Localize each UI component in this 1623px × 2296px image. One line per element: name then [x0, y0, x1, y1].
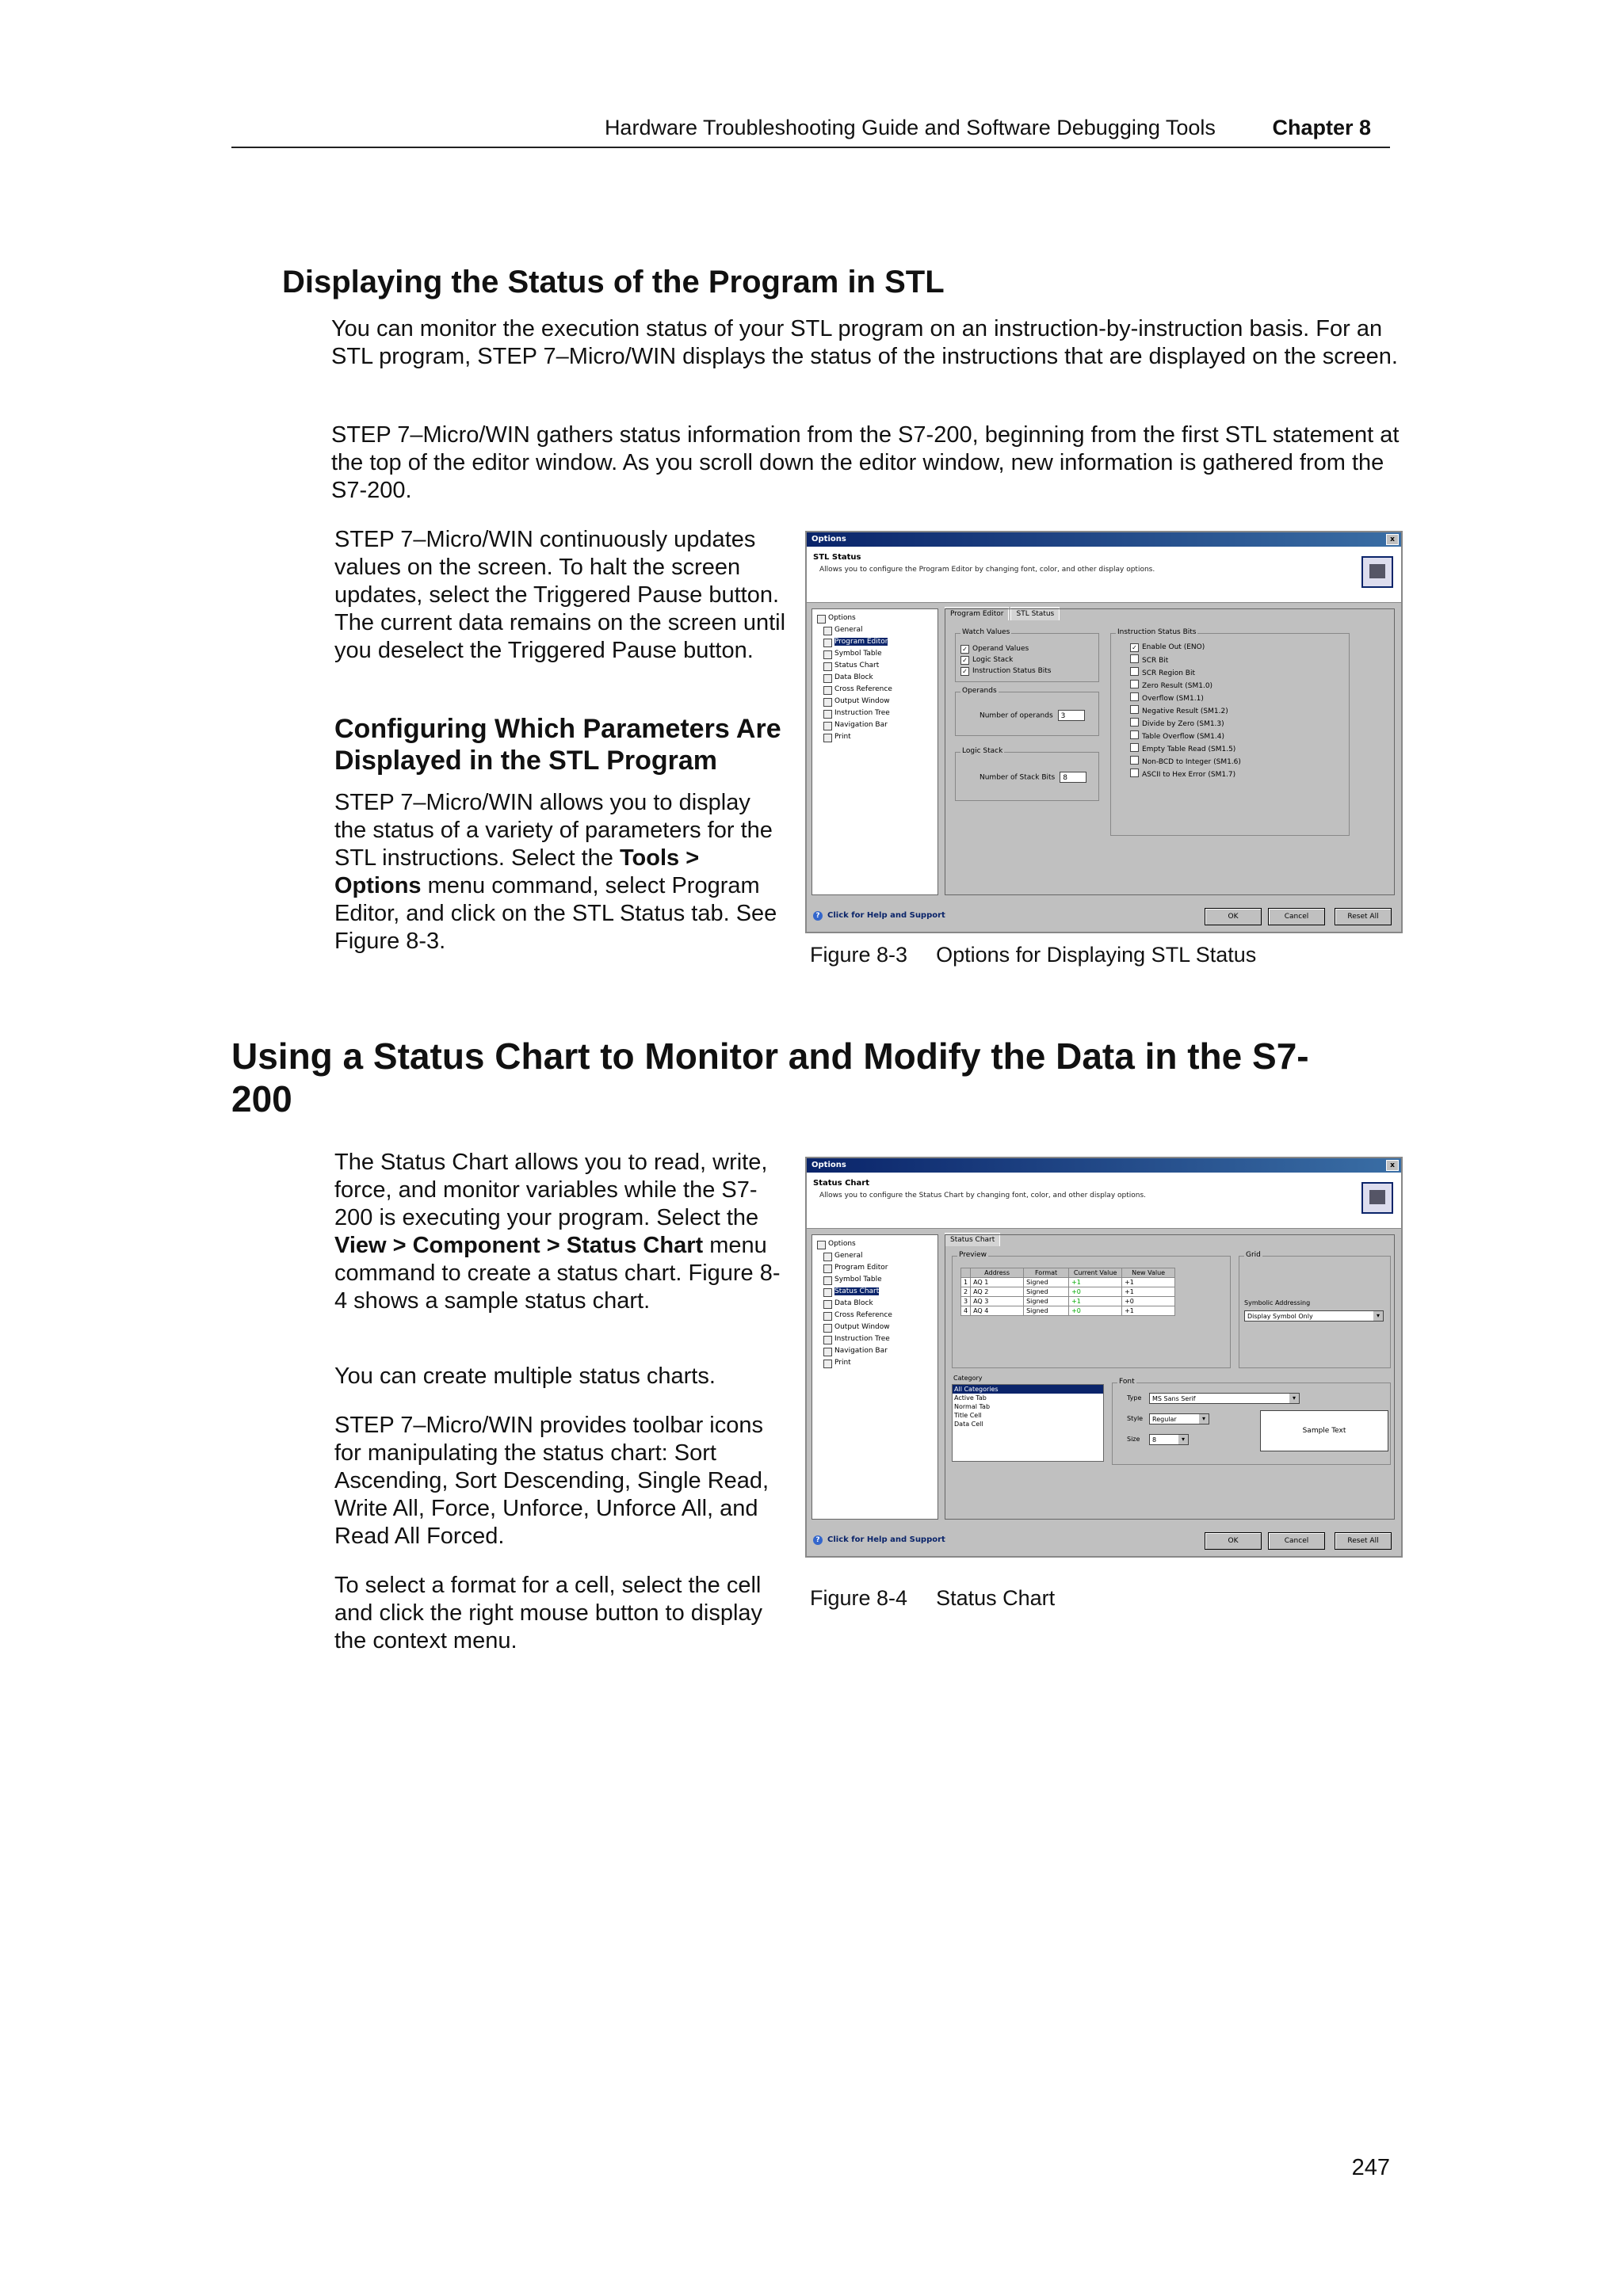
table-row[interactable]: 3 AQ 3 Signed +1 +0	[961, 1297, 1175, 1306]
stack-bits-stepper[interactable]: 8	[1060, 772, 1086, 783]
checkbox-logic-stack[interactable]: ✓ Logic Stack	[960, 654, 1013, 666]
group-logic-stack: Logic Stack Number of Stack Bits 8	[955, 752, 1099, 801]
checkbox-status-bit[interactable]: Empty Table Read (SM1.5)	[1130, 743, 1235, 755]
figure-caption-8-4: Figure 8-4 Status Chart	[810, 1586, 1056, 1610]
dialog-footer	[807, 1524, 1401, 1556]
options-icon	[1361, 556, 1393, 588]
reset-all-button[interactable]: Reset All	[1335, 1532, 1392, 1550]
tree-item-selected[interactable]: Program Editor	[817, 636, 938, 648]
dialog-footer	[807, 900, 1401, 932]
figure-stl-status-dialog	[805, 531, 1403, 933]
font-sample: Sample Text	[1260, 1410, 1388, 1451]
category-label: Category	[953, 1375, 983, 1382]
group-font: Font Type MS Sans Serif ▾ Style Regular ▾ Size 8 ▾ Sample Text	[1112, 1383, 1391, 1465]
page-number: 247	[1351, 2155, 1390, 2180]
cancel-button[interactable]: Cancel	[1268, 1532, 1325, 1550]
list-item[interactable]: Normal Tab	[954, 1403, 991, 1410]
checkbox-status-bit[interactable]: ✓ Enable Out (ENO)	[1130, 642, 1205, 653]
tree-item[interactable]: Options	[817, 1238, 938, 1250]
list-item[interactable]: Title Cell	[954, 1412, 982, 1419]
list-item[interactable]: Data Cell	[954, 1421, 983, 1428]
font-type-select[interactable]: MS Sans Serif ▾	[1149, 1393, 1300, 1404]
header-section-title: Hardware Troubleshooting Guide and Software Debugging Tools	[604, 116, 1216, 139]
checkbox-status-bit[interactable]: Table Overflow (SM1.4)	[1130, 730, 1224, 742]
checkbox-status-bit[interactable]: ASCII to Hex Error (SM1.7)	[1130, 769, 1235, 780]
stack-bits-count: Number of Stack Bits 8	[980, 772, 1086, 784]
options-tree	[812, 1234, 938, 1520]
tree-item[interactable]: Instruction Tree	[817, 707, 938, 719]
table-row[interactable]: 2 AQ 2 Signed +0 +1	[961, 1287, 1175, 1297]
subsection-title-configuring: Configuring Which Parameters Are Displayed in the STL Program	[334, 714, 781, 776]
tab-panel	[945, 608, 1395, 895]
font-size-select[interactable]: 8 ▾	[1149, 1434, 1189, 1445]
close-icon[interactable]: x	[1386, 1160, 1399, 1171]
header-rule	[231, 147, 1390, 148]
tree-item[interactable]: Options	[817, 612, 938, 624]
font-style-label: Style	[1127, 1415, 1144, 1422]
category-list	[952, 1384, 1104, 1462]
header-chapter: Chapter 8	[1272, 116, 1371, 139]
checkbox-status-bit[interactable]: Zero Result (SM1.0)	[1130, 680, 1212, 692]
group-instruction-status-bits: Instruction Status Bits ✓ Enable Out (ENO) SCR Bit SCR Region Bit Zero Result (SM1.0) Overflow (SM1.1) Negative Result (SM1.2) Divide by Zero (SM1.3) Table Overflow (SM1.4) Empty Table Read (SM1.5) Non-BCD to Integer (SM1.6) ASCII to Hex Error (SM1.7)	[1110, 633, 1350, 836]
table-row[interactable]: 4 AQ 4 Signed +0 +1	[961, 1306, 1175, 1316]
checkbox-status-bit[interactable]: SCR Bit	[1130, 654, 1168, 666]
tree-item[interactable]: Navigation Bar	[817, 719, 938, 731]
group-grid: Grid Symbolic Addressing Display Symbol Only ▾	[1239, 1256, 1391, 1368]
paragraph-select-format: To select a format for a cell, select the cell and click the right mouse button to display the context menu.	[334, 1573, 763, 1653]
list-item[interactable]: All Categories	[953, 1385, 1103, 1394]
symbolic-addressing-label: Symbolic Addressing	[1244, 1299, 1311, 1306]
options-icon	[1361, 1182, 1393, 1214]
font-size-label: Size	[1127, 1436, 1140, 1443]
tree-item[interactable]: Symbol Table	[817, 648, 938, 660]
banner-title: STL Status	[813, 553, 861, 562]
font-type-label: Type	[1127, 1394, 1142, 1402]
tab-stl-status[interactable]: STL Status	[1010, 607, 1060, 620]
tab-status-chart[interactable]: Status Chart	[945, 1233, 1000, 1246]
tree-item[interactable]: Cross Reference	[817, 684, 938, 696]
table-row[interactable]: 1 AQ 1 Signed +1 +1	[961, 1278, 1175, 1287]
checkbox-status-bit[interactable]: Non-BCD to Integer (SM1.6)	[1130, 756, 1241, 768]
font-style-select[interactable]: Regular ▾	[1149, 1413, 1209, 1425]
tree-item[interactable]: Symbol Table	[817, 1274, 938, 1286]
tab-program-editor[interactable]: Program Editor	[945, 607, 1009, 620]
ok-button[interactable]: OK	[1205, 908, 1262, 925]
paragraph-configure: STEP 7–Micro/WIN allows you to display the status of a variety of parameters for the STL instructions. Select the Tools > Options menu command, select Program Editor, and click on the STL Status tab. See Figure 8-3.	[334, 790, 777, 954]
paragraph-toolbar-icons: STEP 7–Micro/WIN provides toolbar icons for manipulating the status chart: Sort Ascending, Sort Descending, Single Read, Write All, Force, Unforce, Unforce All, and Read All Forced.	[334, 1413, 769, 1549]
help-link[interactable]: ? Click for Help and Support	[813, 911, 945, 921]
dialog-title-bar: Options x	[807, 1158, 1401, 1173]
symbolic-addressing-select[interactable]: Display Symbol Only ▾	[1244, 1310, 1384, 1322]
tree-item-selected[interactable]: Status Chart	[817, 1286, 938, 1298]
running-header	[605, 116, 1371, 140]
checkbox-status-bit[interactable]: SCR Region Bit	[1130, 667, 1195, 679]
tree-item[interactable]: Cross Reference	[817, 1310, 938, 1322]
dialog-title-bar: Options x	[807, 532, 1401, 547]
list-item[interactable]: Active Tab	[954, 1394, 987, 1402]
tree-item[interactable]: Print	[817, 731, 938, 743]
group-operands: Operands Number of operands 3	[955, 692, 1099, 736]
dialog-banner	[807, 547, 1401, 603]
figure-caption-8-3: Figure 8-3 Options for Displaying STL Status	[810, 943, 1257, 967]
tree-item[interactable]: Instruction Tree	[817, 1333, 938, 1345]
tree-item[interactable]: Data Block	[817, 1298, 938, 1310]
tree-item[interactable]: Program Editor	[817, 1262, 938, 1274]
table-header-row: Address Format Current Value New Value	[961, 1268, 1175, 1278]
tree-item[interactable]: General	[817, 1250, 938, 1262]
group-preview: Preview Address Format Current Value New Value 1 AQ 1 Signed +1 +1 2 AQ 2 Signed +0 +1 3 AQ 3 Signed +1 +0 4 AQ 4 Signed +0 +1	[952, 1256, 1231, 1368]
paragraph-intro: You can monitor the execution status of your STL program on an instruction-by-instruction basis. For an STL program, STEP 7–Micro/WIN displays the status of the instructions that are displayed on the screen.	[331, 316, 1398, 369]
paragraph-gathers: STEP 7–Micro/WIN gathers status information from the S7-200, beginning from the first STL statement at the top of the editor window. As you scroll down the editor window, new information is gathered from the S7-200.	[331, 422, 1400, 503]
tree-item[interactable]: Print	[817, 1357, 938, 1369]
cancel-button[interactable]: Cancel	[1268, 908, 1325, 925]
operands-count: Number of operands 3	[980, 710, 1085, 722]
section-title-status-chart: Using a Status Chart to Monitor and Modify the Data in the S7-200	[231, 1035, 1309, 1119]
operands-stepper[interactable]: 3	[1058, 710, 1085, 721]
tree-item[interactable]: General	[817, 624, 938, 636]
figure-status-chart-dialog	[805, 1157, 1403, 1558]
checkbox-status-bit[interactable]: Divide by Zero (SM1.3)	[1130, 718, 1224, 730]
tree-item[interactable]: Data Block	[817, 672, 938, 684]
checkbox-instruction-status-bits[interactable]: ✓ Instruction Status Bits	[960, 666, 1051, 677]
paragraph-status-chart: The Status Chart allows you to read, write, force, and monitor variables while the S7-200 is executing your program. Select the View > Component > Status Chart menu command to create a status chart. Figure 8-4 shows a sample status chart.	[334, 1150, 781, 1314]
checkbox-operand-values[interactable]: ✓ Operand Values	[960, 643, 1029, 654]
section-title-stl-status: Displaying the Status of the Program in STL	[282, 265, 945, 299]
help-link[interactable]: ? Click for Help and Support	[813, 1535, 945, 1545]
checkbox-status-bit[interactable]: Negative Result (SM1.2)	[1130, 705, 1228, 717]
tree-item[interactable]: Navigation Bar	[817, 1345, 938, 1357]
ok-button[interactable]: OK	[1205, 1532, 1262, 1550]
group-watch-values: Watch Values ✓ Operand Values ✓ Logic Stack ✓ Instruction Status Bits	[955, 633, 1099, 682]
tree-item[interactable]: Status Chart	[817, 660, 938, 672]
tab-panel	[945, 1234, 1395, 1520]
tree-item[interactable]: Output Window	[817, 1322, 938, 1333]
banner-title: Status Chart	[813, 1179, 869, 1188]
reset-all-button[interactable]: Reset All	[1335, 908, 1392, 925]
preview-table	[960, 1268, 1175, 1316]
banner-subtitle: Allows you to configure the Status Chart by changing font, color, and other display options.	[819, 1192, 1147, 1199]
checkbox-status-bit[interactable]: Overflow (SM1.1)	[1130, 692, 1204, 704]
dialog-banner	[807, 1173, 1401, 1229]
options-tree	[812, 608, 938, 895]
banner-subtitle: Allows you to configure the Program Editor by changing font, color, and other display options.	[819, 566, 1155, 574]
close-icon[interactable]: x	[1386, 534, 1399, 545]
tree-item[interactable]: Output Window	[817, 696, 938, 707]
paragraph-updates: STEP 7–Micro/WIN continuously updates values on the screen. To halt the screen updates, select the Triggered Pause button. The current data remains on the screen until you deselect the Triggered Pause button.	[334, 527, 786, 663]
paragraph-multiple-charts: You can create multiple status charts.	[334, 1363, 716, 1389]
